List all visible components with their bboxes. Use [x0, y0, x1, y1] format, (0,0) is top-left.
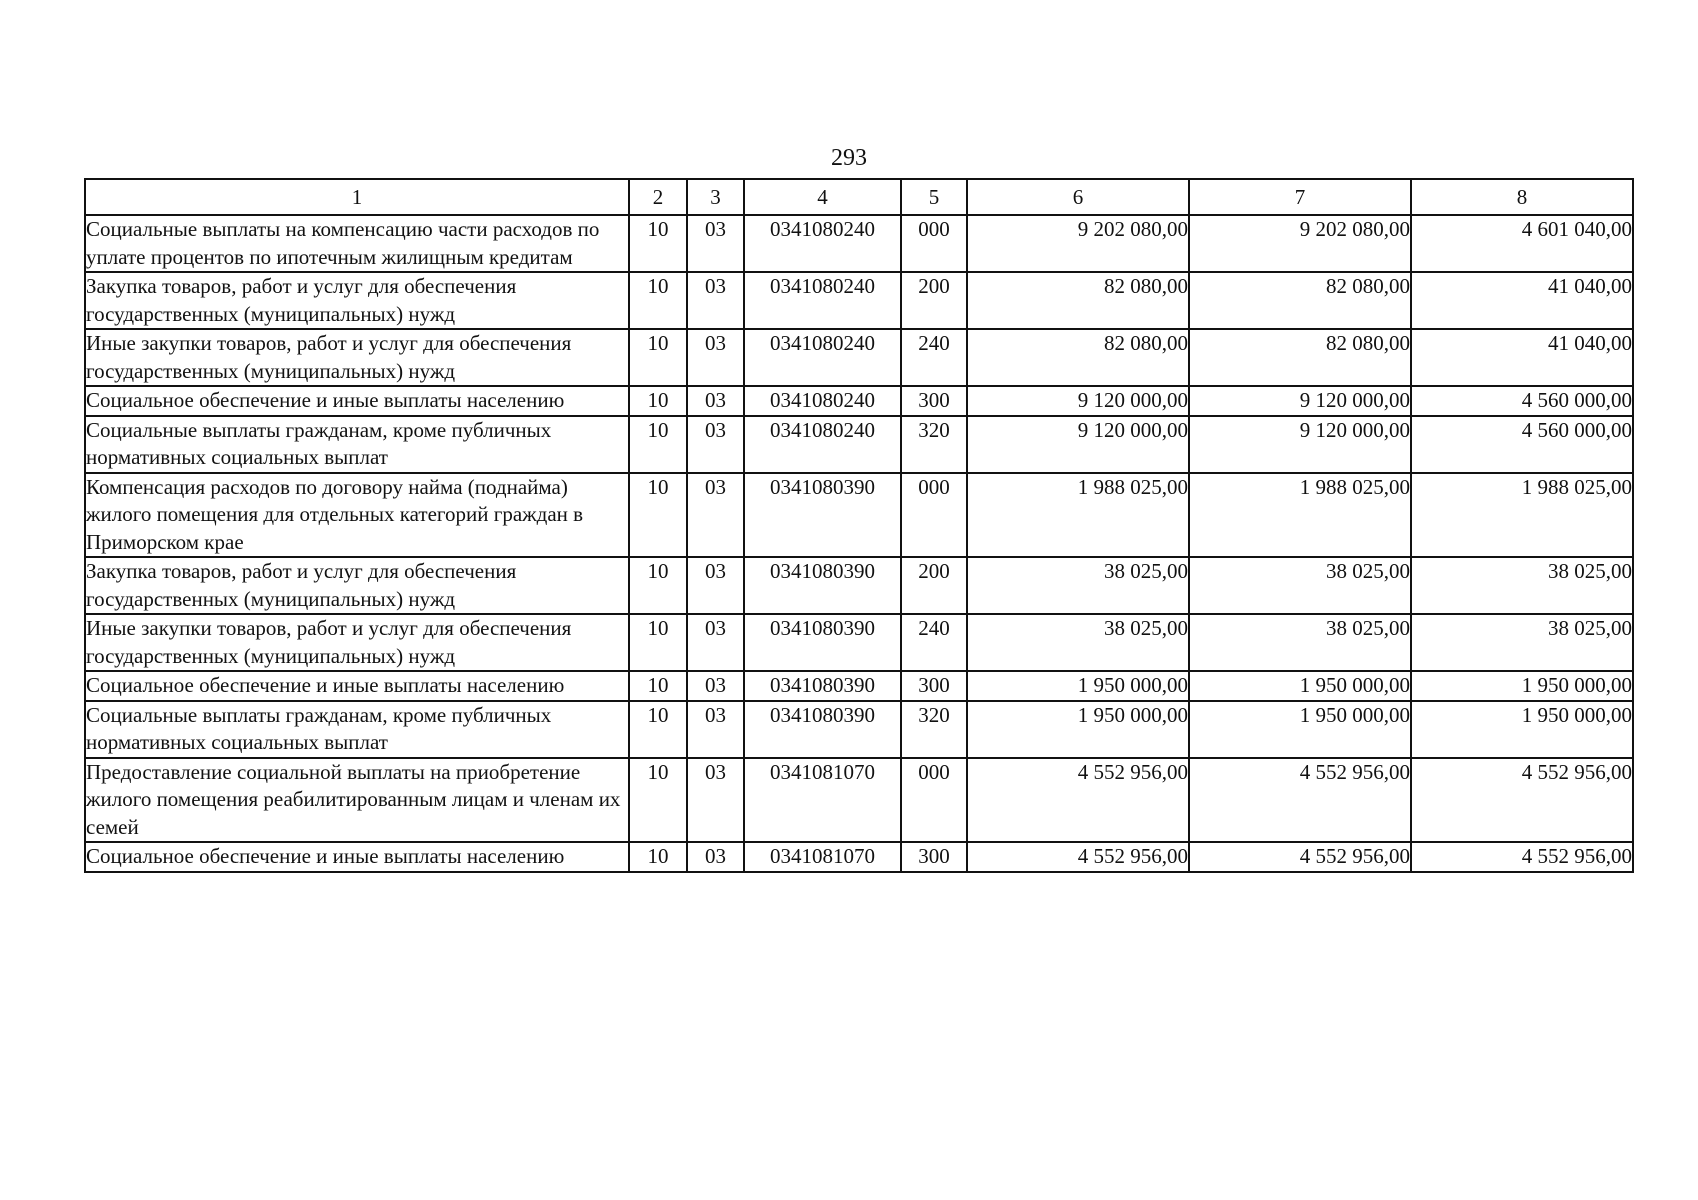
target-article-code: 0341080240	[744, 329, 901, 386]
expense-type-code: 320	[901, 416, 967, 473]
table-row	[85, 215, 1633, 272]
amount-column-8: 1 950 000,00	[1411, 701, 1633, 758]
column-header: 8	[1411, 179, 1633, 215]
line-item-name: Иные закупки товаров, работ и услуг для обеспечения государственных (муниципальных) нужд	[85, 614, 629, 671]
section-code: 10	[629, 215, 687, 272]
line-item-name: Социальное обеспечение и иные выплаты населению	[85, 671, 629, 701]
line-item-name: Иные закупки товаров, работ и услуг для обеспечения государственных (муниципальных) нужд	[85, 329, 629, 386]
expense-type-code: 240	[901, 329, 967, 386]
amount-column-6: 9 120 000,00	[967, 416, 1189, 473]
amount-column-6: 9 120 000,00	[967, 386, 1189, 416]
line-item-name: Закупка товаров, работ и услуг для обеспечения государственных (муниципальных) нужд	[85, 557, 629, 614]
column-header: 3	[687, 179, 744, 215]
subsection-code: 03	[687, 272, 744, 329]
amount-column-7: 9 120 000,00	[1189, 416, 1411, 473]
amount-column-8: 4 552 956,00	[1411, 758, 1633, 843]
header-row	[85, 179, 1633, 215]
table-row	[85, 701, 1633, 758]
table-row	[85, 671, 1633, 701]
amount-column-6: 38 025,00	[967, 557, 1189, 614]
amount-column-6: 9 202 080,00	[967, 215, 1189, 272]
expense-type-code: 320	[901, 701, 967, 758]
amount-column-7: 38 025,00	[1189, 557, 1411, 614]
amount-column-7: 82 080,00	[1189, 329, 1411, 386]
section-code: 10	[629, 671, 687, 701]
table-row	[85, 386, 1633, 416]
amount-column-7: 4 552 956,00	[1189, 758, 1411, 843]
target-article-code: 0341080240	[744, 215, 901, 272]
amount-column-8: 38 025,00	[1411, 614, 1633, 671]
column-header: 2	[629, 179, 687, 215]
budget-table	[84, 178, 1634, 873]
amount-column-7: 38 025,00	[1189, 614, 1411, 671]
page-number: 293	[831, 145, 867, 171]
target-article-code: 0341081070	[744, 758, 901, 843]
amount-column-8: 1 988 025,00	[1411, 473, 1633, 558]
amount-column-8: 4 601 040,00	[1411, 215, 1633, 272]
target-article-code: 0341080240	[744, 386, 901, 416]
line-item-name: Компенсация расходов по договору найма (поднайма) жилого помещения для отдельных категорий граждан в Приморском крае	[85, 473, 629, 558]
amount-column-7: 1 950 000,00	[1189, 701, 1411, 758]
amount-column-8: 1 950 000,00	[1411, 671, 1633, 701]
section-code: 10	[629, 758, 687, 843]
target-article-code: 0341081070	[744, 842, 901, 872]
column-header: 1	[85, 179, 629, 215]
subsection-code: 03	[687, 473, 744, 558]
amount-column-7: 9 120 000,00	[1189, 386, 1411, 416]
column-header: 5	[901, 179, 967, 215]
section-code: 10	[629, 614, 687, 671]
expense-type-code: 300	[901, 671, 967, 701]
target-article-code: 0341080240	[744, 416, 901, 473]
section-code: 10	[629, 473, 687, 558]
amount-column-7: 9 202 080,00	[1189, 215, 1411, 272]
amount-column-7: 1 950 000,00	[1189, 671, 1411, 701]
table-row	[85, 329, 1633, 386]
subsection-code: 03	[687, 671, 744, 701]
amount-column-7: 1 988 025,00	[1189, 473, 1411, 558]
target-article-code: 0341080390	[744, 557, 901, 614]
section-code: 10	[629, 272, 687, 329]
amount-column-7: 82 080,00	[1189, 272, 1411, 329]
section-code: 10	[629, 386, 687, 416]
table-row	[85, 758, 1633, 843]
subsection-code: 03	[687, 215, 744, 272]
section-code: 10	[629, 416, 687, 473]
amount-column-8: 41 040,00	[1411, 329, 1633, 386]
table-row	[85, 557, 1633, 614]
column-header: 6	[967, 179, 1189, 215]
column-header: 7	[1189, 179, 1411, 215]
amount-column-6: 82 080,00	[967, 329, 1189, 386]
line-item-name: Социальные выплаты гражданам, кроме публичных нормативных социальных выплат	[85, 416, 629, 473]
subsection-code: 03	[687, 386, 744, 416]
table-row	[85, 614, 1633, 671]
expense-type-code: 300	[901, 386, 967, 416]
expense-type-code: 240	[901, 614, 967, 671]
column-header: 4	[744, 179, 901, 215]
line-item-name: Закупка товаров, работ и услуг для обеспечения государственных (муниципальных) нужд	[85, 272, 629, 329]
amount-column-6: 1 950 000,00	[967, 671, 1189, 701]
line-item-name: Социальные выплаты гражданам, кроме публичных нормативных социальных выплат	[85, 701, 629, 758]
amount-column-8: 4 552 956,00	[1411, 842, 1633, 872]
section-code: 10	[629, 842, 687, 872]
expense-type-code: 200	[901, 272, 967, 329]
target-article-code: 0341080390	[744, 614, 901, 671]
subsection-code: 03	[687, 842, 744, 872]
subsection-code: 03	[687, 329, 744, 386]
expense-type-code: 000	[901, 473, 967, 558]
amount-column-6: 4 552 956,00	[967, 842, 1189, 872]
amount-column-6: 4 552 956,00	[967, 758, 1189, 843]
line-item-name: Социальное обеспечение и иные выплаты населению	[85, 842, 629, 872]
amount-column-6: 38 025,00	[967, 614, 1189, 671]
subsection-code: 03	[687, 416, 744, 473]
amount-column-8: 41 040,00	[1411, 272, 1633, 329]
table-row	[85, 473, 1633, 558]
amount-column-6: 82 080,00	[967, 272, 1189, 329]
amount-column-7: 4 552 956,00	[1189, 842, 1411, 872]
section-code: 10	[629, 557, 687, 614]
target-article-code: 0341080390	[744, 473, 901, 558]
subsection-code: 03	[687, 614, 744, 671]
expense-type-code: 300	[901, 842, 967, 872]
expense-type-code: 200	[901, 557, 967, 614]
line-item-name: Предоставление социальной выплаты на приобретение жилого помещения реабилитированным лицам и членам их семей	[85, 758, 629, 843]
subsection-code: 03	[687, 701, 744, 758]
amount-column-6: 1 950 000,00	[967, 701, 1189, 758]
line-item-name: Социальные выплаты на компенсацию части расходов по уплате процентов по ипотечным жилищным кредитам	[85, 215, 629, 272]
expense-type-code: 000	[901, 215, 967, 272]
amount-column-6: 1 988 025,00	[967, 473, 1189, 558]
section-code: 10	[629, 701, 687, 758]
target-article-code: 0341080390	[744, 671, 901, 701]
target-article-code: 0341080390	[744, 701, 901, 758]
line-item-name: Социальное обеспечение и иные выплаты населению	[85, 386, 629, 416]
expense-type-code: 000	[901, 758, 967, 843]
subsection-code: 03	[687, 557, 744, 614]
amount-column-8: 4 560 000,00	[1411, 416, 1633, 473]
amount-column-8: 4 560 000,00	[1411, 386, 1633, 416]
table-row	[85, 842, 1633, 872]
amount-column-8: 38 025,00	[1411, 557, 1633, 614]
table-row	[85, 272, 1633, 329]
section-code: 10	[629, 329, 687, 386]
table-row	[85, 416, 1633, 473]
target-article-code: 0341080240	[744, 272, 901, 329]
subsection-code: 03	[687, 758, 744, 843]
